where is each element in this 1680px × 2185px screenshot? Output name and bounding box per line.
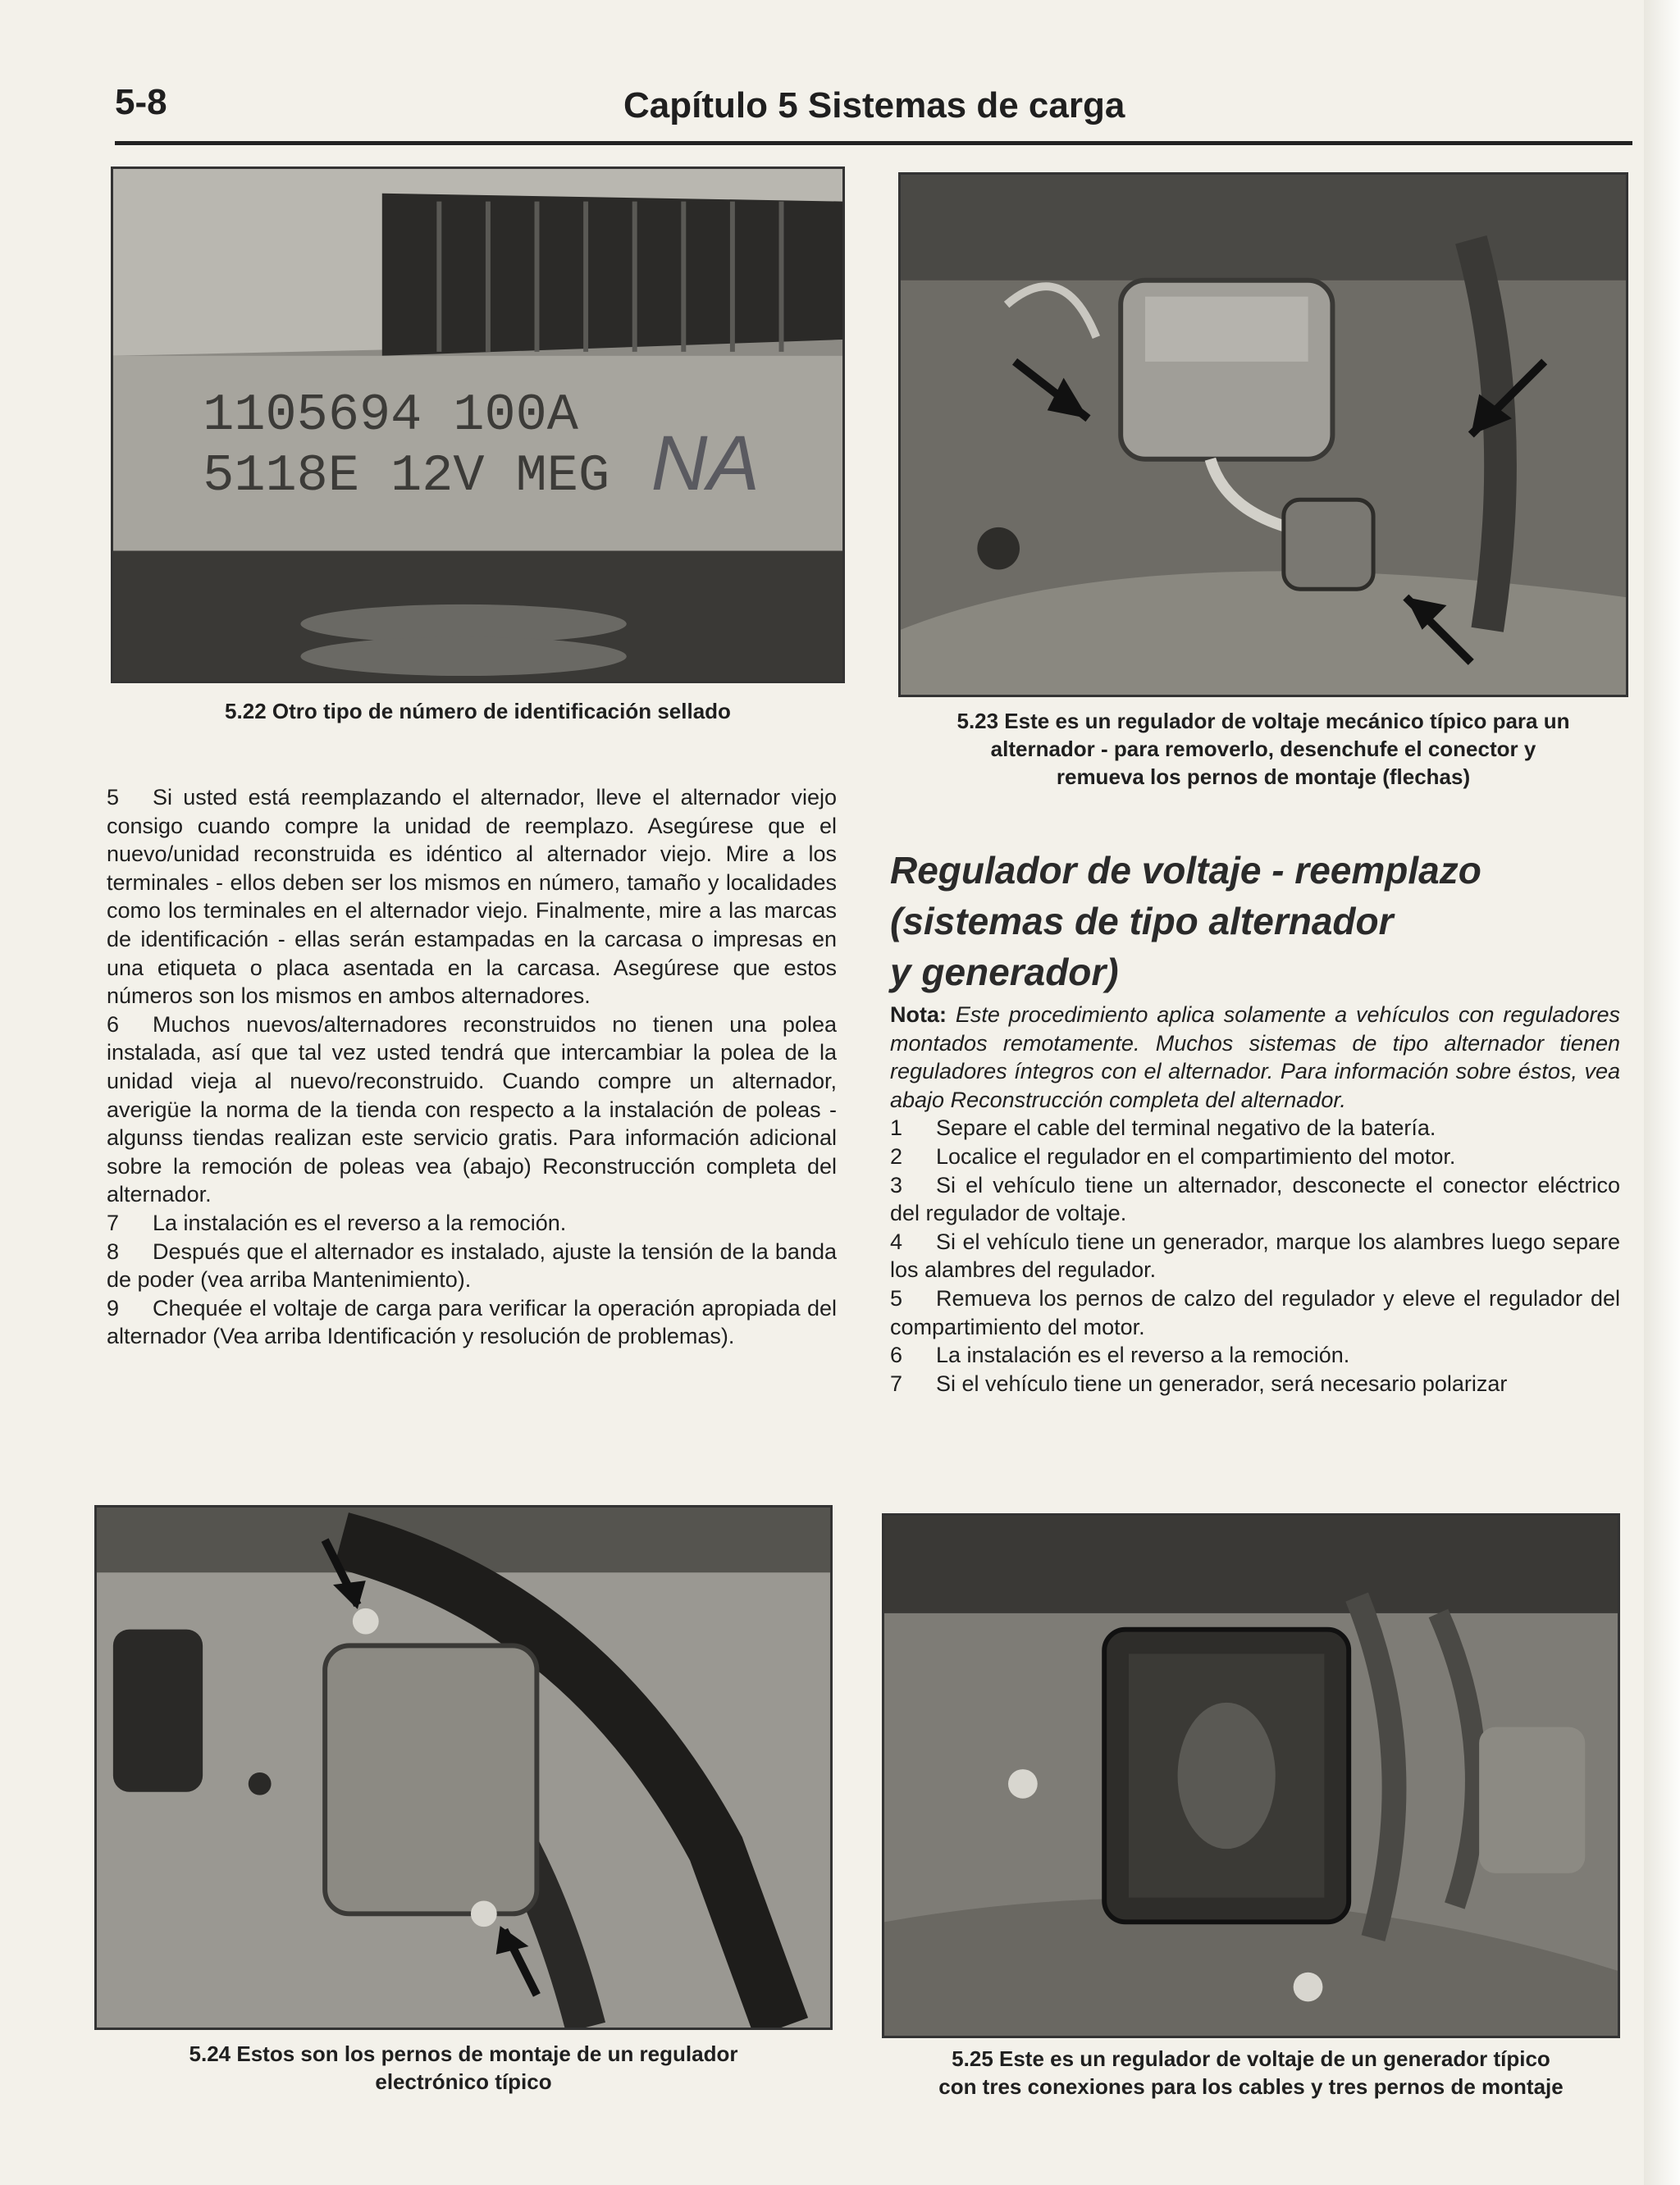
right-column-text	[890, 1001, 1620, 1398]
caption-5-22: 5.22 Otro tipo de número de identificación sellado	[225, 699, 731, 723]
caption-5-25-line: con tres conexiones para los cables y tres pernos de montaje	[938, 2074, 1564, 2099]
photo-5-24	[94, 1505, 833, 2030]
page-number: 5-8	[115, 82, 167, 122]
step: 5 Remueva los pernos de calzo del regulador y eleve el regulador del compartimiento del motor.	[890, 1285, 1620, 1339]
scan-edge	[1644, 0, 1680, 2185]
paragraph: 7 La instalación es el reverso a la remoción.	[107, 1210, 567, 1235]
caption-5-23-line: 5.23 Este es un regulador de voltaje mecánico típico para un	[956, 709, 1570, 733]
step: 6 La instalación es el reverso a la remoción.	[890, 1343, 1350, 1368]
caption-5-23-line: remueva los pernos de montaje (flechas)	[1056, 764, 1471, 789]
paragraph: 5 Si usted está reemplazando el alternador, lleve el alternador viejo consigo cuando compre la unidad de reemplazo. Asegúrese que el nuevo/unidad reconstruida es idéntico al alternador viejo. Mire a los terminales - ellos deben ser los mismos en número, tamaño y localidades como los terminales en el alternador viejo. Finalmente, mire a las marcas de identificación - ellas serán estampadas en la carcasa o impresas en una etiqueta o placa asentada en la carcasa. Asegúrese que estos números son los mismos en ambos alternadores.	[107, 785, 837, 1009]
caption-5-24-line: 5.24 Estos son los pernos de montaje de un regulador	[189, 2041, 738, 2066]
left-column-text	[107, 783, 837, 1351]
step: 7 Si el vehículo tiene un generador, será necesario polarizar	[890, 1371, 1508, 1396]
caption-5-24	[94, 2040, 833, 2096]
header-rule	[115, 141, 1632, 145]
stamp-line-1: 1105694 100A	[203, 386, 578, 445]
caption-5-23-line: alternador - para removerlo, desenchufe el conector y	[990, 737, 1536, 761]
note: Nota: Este procedimiento aplica solamente a vehículos con reguladores montados remotamente. Muchos sistemas de tipo alternador tienen reguladores íntegros con el alternador. Para información sobre éstos, vea abajo Reconstrucción completa del alternador.	[890, 1002, 1620, 1112]
photo-5-22	[111, 166, 845, 683]
caption-5-25	[882, 2045, 1620, 2101]
stamp-line-2: 5118E 12V MEG	[203, 447, 610, 507]
step: 2 Localice el regulador en el compartimiento del motor.	[890, 1143, 1456, 1169]
step: 1 Separe el cable del terminal negativo de la batería.	[890, 1115, 1436, 1141]
caption-5-25-line: 5.25 Este es un regulador de voltaje de un generador típico	[952, 2046, 1550, 2071]
paragraph: 6 Muchos nuevos/alternadores reconstruidos no tienen una polea instalada, así que tal vez usted tendrá que intercambiar la polea de la unidad vieja al nuevo/reconstruido. Cuando compre un alternador, averigüe la norma de la tienda con respecto a la instalación de poleas - algunss tiendas realizan este servicio gratis. Para información adicional sobre la remoción de poleas vea (abajo) Reconstrucción completa del alternador.	[107, 1011, 837, 1207]
caption-5-23	[898, 707, 1628, 791]
photo-5-23	[898, 172, 1628, 697]
photo-5-25	[882, 1513, 1620, 2038]
caption-5-24-line: electrónico típico	[375, 2069, 552, 2094]
section-title: Regulador de voltaje - reemplazo (sistemas de tipo alternador y generador)	[890, 849, 1481, 993]
paragraph: 8 Después que el alternador es instalado, ajuste la tensión de la banda de poder (vea arriba Mantenimiento).	[107, 1238, 837, 1293]
running-head: Capítulo 5 Sistemas de carga	[623, 85, 1125, 125]
stamp-mark: NA	[651, 420, 760, 508]
step: 3 Si el vehículo tiene un alternador, desconecte el conector eléctrico del regulador de voltaje.	[890, 1172, 1620, 1226]
paragraph: 9 Chequée el voltaje de carga para verificar la operación apropiada del alternador (Vea arriba Identificación y resolución de problemas).	[107, 1295, 837, 1349]
step: 4 Si el vehículo tiene un generador, marque los alambres luego separe los alambres del regulador.	[890, 1229, 1620, 1283]
